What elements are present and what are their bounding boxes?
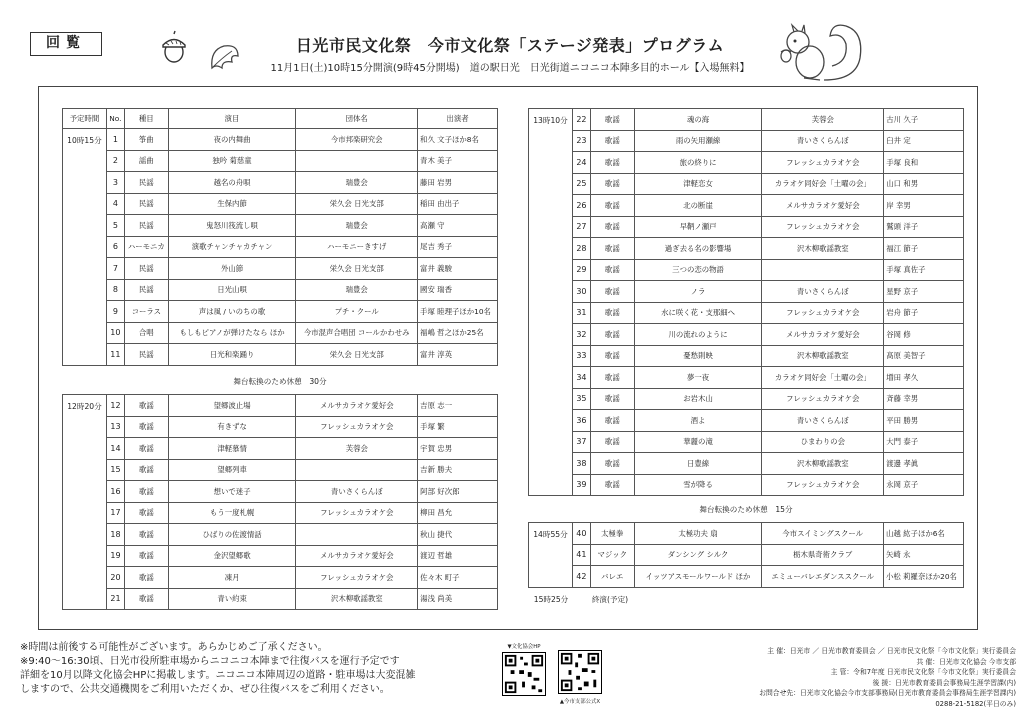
cell-no: 16 (106, 481, 124, 503)
cell-genre: 歌謡 (124, 545, 168, 567)
cell-genre: 歌謡 (124, 459, 168, 481)
cell-group: ハーモニーきすげ (296, 236, 418, 258)
cell-group: ひまわりの会 (762, 431, 884, 453)
cell-program: お岩木山 (634, 388, 762, 410)
table-row (63, 395, 498, 417)
cell-no: 11 (106, 344, 124, 366)
cell-no: 10 (106, 322, 124, 344)
cell-genre: 歌謡 (590, 195, 634, 217)
cell-program: 憂愁則映 (634, 345, 762, 367)
cell-performer: 鷲頭 洋子 (884, 216, 964, 238)
cell-genre: 謡曲 (124, 150, 168, 172)
cell-genre: 歌謡 (124, 395, 168, 417)
cell-program: 金沢望郷歌 (168, 545, 296, 567)
cell-group: フレッシュカラオケ会 (296, 416, 418, 438)
cell-no: 8 (106, 279, 124, 301)
cell-genre: 歌謡 (590, 238, 634, 260)
table-row (529, 324, 964, 346)
page-subtitle: 11月1日(土)10時15分開演(9時45分開場) 道の駅日光 日光街道ニコニコ本陣多目的ホール【入場無料】 (270, 63, 750, 74)
cell-program: 凍月 (168, 567, 296, 589)
cell-genre: 歌謡 (590, 431, 634, 453)
cell-group: フレッシュカラオケ会 (762, 388, 884, 410)
cell-performer: 福江 節子 (884, 238, 964, 260)
qr-culture-association (496, 642, 552, 699)
cell-program: 早鞆ノ瀬戸 (634, 216, 762, 238)
cell-genre: 歌謡 (590, 259, 634, 281)
table-row (529, 152, 964, 174)
cell-group: 瑞豊会 (296, 279, 418, 301)
cell-no: 25 (572, 173, 590, 195)
cell-no: 15 (106, 459, 124, 481)
cell-no: 6 (106, 236, 124, 258)
cell-no: 39 (572, 474, 590, 496)
cell-performer: 佐々木 町子 (418, 567, 498, 589)
table-row (529, 453, 964, 475)
cell-no: 13 (106, 416, 124, 438)
cell-performer: 大門 泰子 (884, 431, 964, 453)
cell-performer: 星野 京子 (884, 281, 964, 303)
cell-performer: 髙原 美智子 (884, 345, 964, 367)
cell-no: 29 (572, 259, 590, 281)
header-group: 団体名 (296, 109, 418, 129)
table-row (529, 544, 964, 566)
cell-program: 夜の内舞曲 (168, 129, 296, 151)
cell-no: 41 (572, 544, 590, 566)
cell-genre: 歌謡 (124, 588, 168, 610)
cell-program: 望郷波止場 (168, 395, 296, 417)
table-row (529, 367, 964, 389)
cell-performer: 富井 淳英 (418, 344, 498, 366)
cell-group: 栄久会 日光支部 (296, 344, 418, 366)
cell-time: 13時10分 (529, 109, 573, 496)
footnote-line: しますので、公共交通機関をご利用いただくか、ぜひ往復バスをご利用ください。 (20, 684, 390, 695)
cell-group: 今市スイミングスクール (762, 523, 884, 545)
cell-program: 鬼怒川筏流し唄 (168, 215, 296, 237)
cell-group: プチ・クール (296, 301, 418, 323)
cell-group: 青いさくらんぼ (762, 281, 884, 303)
cell-no: 17 (106, 502, 124, 524)
cell-genre: 民謡 (124, 344, 168, 366)
table-row (63, 524, 498, 546)
qr2-label: ▲今市支部公式X (559, 699, 601, 705)
cell-performer: 谷岡 修 (884, 324, 964, 346)
cell-no: 30 (572, 281, 590, 303)
cell-performer: 國安 瑞香 (418, 279, 498, 301)
cell-no: 35 (572, 388, 590, 410)
cell-performer: 宇賀 忠男 (418, 438, 498, 460)
cell-genre: 民謡 (124, 258, 168, 280)
cell-genre: 歌謡 (590, 324, 634, 346)
table-row (529, 195, 964, 217)
cell-genre: マジック (590, 544, 634, 566)
cell-program: 独吟 菊慈童 (168, 150, 296, 172)
credit-line: 共 催：日光市文化協会 今市支部 (916, 657, 1016, 666)
cell-group: メルサカラオケ愛好会 (762, 324, 884, 346)
table-row (529, 130, 964, 152)
cell-group: 沢木柳歌謡教室 (762, 345, 884, 367)
cell-genre: 民謡 (124, 279, 168, 301)
cell-performer: 稲田 由出子 (418, 193, 498, 215)
cell-group: 今市混声合唱団 コールかわせみ (296, 322, 418, 344)
table-row (63, 344, 498, 366)
header-no: No. (106, 109, 124, 129)
cell-performer: 青木 美子 (418, 150, 498, 172)
footnote-line: 詳細を10月以降文化協会HPに掲載します。ニコニコ本陣周辺の道路・駐車場は大変混雑 (20, 670, 416, 681)
cell-program: 生保内節 (168, 193, 296, 215)
cell-program: 酒よ (634, 410, 762, 432)
cell-program: 三つの恋の物語 (634, 259, 762, 281)
table-row (63, 236, 498, 258)
cell-performer: 高瀬 守 (418, 215, 498, 237)
table-row (63, 322, 498, 344)
table-row (63, 438, 498, 460)
cell-no: 42 (572, 566, 590, 588)
credit-line: 主 管：令和7年度 日光市民文化祭「今市文化祭」実行委員会 (830, 668, 1016, 676)
cell-genre: 歌謡 (590, 109, 634, 131)
cell-no: 5 (106, 215, 124, 237)
cell-group: 青いさくらんぼ (762, 130, 884, 152)
cell-program: 青い約束 (168, 588, 296, 610)
cell-group: 沢木柳歌謡教室 (296, 588, 418, 610)
credits (620, 646, 1016, 709)
table-row (63, 215, 498, 237)
cell-performer: 小松 莉羅奈ほか20名 (884, 566, 964, 588)
cell-no: 22 (572, 109, 590, 131)
cell-group: 沢木柳歌謡教室 (762, 238, 884, 260)
cell-genre: 歌謡 (124, 524, 168, 546)
cell-group: メルサカラオケ愛好会 (762, 195, 884, 217)
cell-performer: 吉新 勝夫 (418, 459, 498, 481)
credit-line: 0288-21-5182(平日のみ) (935, 699, 1016, 708)
cell-performer: 吉原 志一 (418, 395, 498, 417)
cell-performer: 手塚 真佐子 (884, 259, 964, 281)
cell-time: 10時15分 (63, 129, 107, 366)
cell-performer: 増田 孝久 (884, 367, 964, 389)
cell-genre: 歌謡 (124, 481, 168, 503)
cell-group: メルサカラオケ愛好会 (296, 545, 418, 567)
table-header-row (63, 109, 498, 129)
cell-genre: 歌謡 (590, 453, 634, 475)
cell-group: フレッシュカラオケ会 (296, 502, 418, 524)
cell-group: フレッシュカラオケ会 (762, 474, 884, 496)
program-table-right-b (528, 522, 964, 588)
table-row (529, 474, 964, 496)
table-row (63, 459, 498, 481)
table-row (63, 279, 498, 301)
cell-program: 日光山唄 (168, 279, 296, 301)
cell-group: 瑞豊会 (296, 215, 418, 237)
table-row (529, 523, 964, 545)
cell-genre: 太極拳 (590, 523, 634, 545)
cell-program: イッツアスモールワールド ほか (634, 566, 762, 588)
cell-performer: 福嶋 哲之ほか25名 (418, 322, 498, 344)
cell-performer: 岸 幸男 (884, 195, 964, 217)
table-row (63, 172, 498, 194)
cell-program: 外山節 (168, 258, 296, 280)
cell-group (296, 524, 418, 546)
cell-genre: 歌謡 (590, 410, 634, 432)
cell-no: 9 (106, 301, 124, 323)
cell-performer: 手塚 睦理子ほか10名 (418, 301, 498, 323)
cell-genre: 歌謡 (124, 567, 168, 589)
header-performer: 出演者 (418, 109, 498, 129)
qr1-label: ▼文化協会HP (507, 644, 541, 650)
cell-group: 栄久会 日光支部 (296, 258, 418, 280)
header-time: 予定時間 (63, 109, 107, 129)
table-row (529, 109, 964, 131)
cell-performer: 渡邊 孝眞 (884, 453, 964, 475)
cell-time: 12時20分 (63, 395, 107, 610)
footnote-line: ※時間は前後する可能性がございます。あらかじめご了承ください。 (20, 642, 328, 653)
cell-group: エミューバレエダンススクール (762, 566, 884, 588)
table-row (529, 216, 964, 238)
program-table-left-a (62, 108, 498, 366)
cell-no: 31 (572, 302, 590, 324)
cell-no: 38 (572, 453, 590, 475)
cell-performer: 尾吉 秀子 (418, 236, 498, 258)
cell-group: 今市邦楽研究会 (296, 129, 418, 151)
cell-group: フレッシュカラオケ会 (762, 302, 884, 324)
cell-program: 雨の矢用瀬線 (634, 130, 762, 152)
cell-genre: 歌謡 (124, 416, 168, 438)
credit-line: お問合せ先：日光市文化協会今市支部事務局(日光市教育委員会事務局生涯学習課内) (759, 689, 1016, 697)
table-row (63, 502, 498, 524)
cell-program: 想いで迷子 (168, 481, 296, 503)
cell-no: 34 (572, 367, 590, 389)
cell-program: 過ぎ去る名の影響場 (634, 238, 762, 260)
cell-group (296, 150, 418, 172)
cell-program: もしもピアノが弾けたなら ほか (168, 322, 296, 344)
cell-genre: 歌謡 (590, 388, 634, 410)
cell-performer: 斉藤 幸男 (884, 388, 964, 410)
cell-group: 芙蓉会 (762, 109, 884, 131)
cell-program: 望郷列車 (168, 459, 296, 481)
cell-performer: 手塚 繁 (418, 416, 498, 438)
cell-genre: 歌謡 (590, 345, 634, 367)
cell-genre: 歌謡 (124, 502, 168, 524)
cell-program: 夢一夜 (634, 367, 762, 389)
cell-program: 北の断崖 (634, 195, 762, 217)
cell-performer: 山口 和男 (884, 173, 964, 195)
table-row (63, 481, 498, 503)
cell-no: 36 (572, 410, 590, 432)
table-row (529, 345, 964, 367)
cell-program: もう一度札幌 (168, 502, 296, 524)
cell-group: 沢木柳歌謡教室 (762, 453, 884, 475)
cell-genre: ハーモニカ (124, 236, 168, 258)
cell-no: 1 (106, 129, 124, 151)
cell-group: 瑞豊会 (296, 172, 418, 194)
cell-time: 14時55分 (529, 523, 573, 588)
cell-group: 芙蓉会 (296, 438, 418, 460)
table-row (529, 281, 964, 303)
cell-program: 雪が降る (634, 474, 762, 496)
cell-group: フレッシュカラオケ会 (762, 152, 884, 174)
end-label: 終演(予定) (591, 595, 629, 604)
table-row (63, 129, 498, 151)
cell-genre: 民謡 (124, 172, 168, 194)
cell-performer: 藤田 岩男 (418, 172, 498, 194)
cell-no: 3 (106, 172, 124, 194)
cell-program: 旅の終りに (634, 152, 762, 174)
cell-no: 37 (572, 431, 590, 453)
footnotes (20, 641, 490, 697)
cell-genre: 合唱 (124, 322, 168, 344)
credit-line: 後 援：日光市教育委員会事務局生涯学習課(内) (872, 678, 1016, 687)
break-note-2: 舞台転換のため休憩 15分 (699, 505, 793, 514)
cell-performer: 平田 勝男 (884, 410, 964, 432)
qr-code-icon[interactable] (502, 652, 546, 696)
cell-no: 33 (572, 345, 590, 367)
cell-no: 2 (106, 150, 124, 172)
cell-performer: 山越 紘子ほか6名 (884, 523, 964, 545)
cell-no: 20 (106, 567, 124, 589)
cell-group: メルサカラオケ愛好会 (296, 395, 418, 417)
cell-no: 18 (106, 524, 124, 546)
cell-program: 声は風 / いのちの歌 (168, 301, 296, 323)
header-genre: 種目 (124, 109, 168, 129)
cell-group: 栃木県奇術クラブ (762, 544, 884, 566)
cell-group: カラオケ同好会「土曜の会」 (762, 367, 884, 389)
cell-performer: 富井 義駿 (418, 258, 498, 280)
cell-genre: 歌謡 (590, 216, 634, 238)
cell-no: 24 (572, 152, 590, 174)
table-row (63, 545, 498, 567)
cell-genre: 歌謡 (590, 173, 634, 195)
cell-group (296, 459, 418, 481)
cell-program: 日豊線 (634, 453, 762, 475)
cell-program: ノラ (634, 281, 762, 303)
table-row (63, 301, 498, 323)
cell-program: 演歌チャンチャカチャン (168, 236, 296, 258)
cell-performer: 阿部 好次郎 (418, 481, 498, 503)
cell-group: 青いさくらんぼ (762, 410, 884, 432)
cell-no: 12 (106, 395, 124, 417)
cell-no: 14 (106, 438, 124, 460)
table-row (529, 410, 964, 432)
cell-genre: 歌謡 (590, 367, 634, 389)
cell-performer: 矢崎 永 (884, 544, 964, 566)
cell-performer: 柳田 昌允 (418, 502, 498, 524)
program-table-left-b (62, 394, 498, 610)
cell-group (762, 259, 884, 281)
table-row (529, 566, 964, 588)
cell-no: 19 (106, 545, 124, 567)
cell-performer: 岩舟 節子 (884, 302, 964, 324)
header-program: 演目 (168, 109, 296, 129)
cell-no: 23 (572, 130, 590, 152)
cell-no: 40 (572, 523, 590, 545)
table-row (529, 259, 964, 281)
cell-program: 津軽恋女 (634, 173, 762, 195)
program-table-right-a (528, 108, 964, 496)
cell-genre: 歌謡 (590, 152, 634, 174)
table-row (63, 567, 498, 589)
cell-no: 7 (106, 258, 124, 280)
qr-code-icon[interactable] (558, 650, 602, 694)
cell-program: 華麗の滝 (634, 431, 762, 453)
cell-group: 青いさくらんぼ (296, 481, 418, 503)
table-row (529, 302, 964, 324)
cell-group: フレッシュカラオケ会 (762, 216, 884, 238)
qr-imaichi-x (552, 642, 608, 705)
cell-no: 21 (106, 588, 124, 610)
table-row (529, 173, 964, 195)
cell-genre: バレエ (590, 566, 634, 588)
cell-genre: 歌謡 (124, 438, 168, 460)
table-row (63, 258, 498, 280)
cell-no: 32 (572, 324, 590, 346)
footnote-line: ※9:40～16:30頃、日光市役所駐車場からニコニコ本陣まで往復バスを運行予定です (20, 656, 400, 667)
cell-genre: 歌謡 (590, 474, 634, 496)
cell-performer: 渡辺 哲雄 (418, 545, 498, 567)
cell-program: 太極功夫 扇 (634, 523, 762, 545)
cell-program: 水に咲く花・支那細へ (634, 302, 762, 324)
cell-program: 日光和楽踊り (168, 344, 296, 366)
cell-program: 津軽慕情 (168, 438, 296, 460)
break-note-1: 舞台転換のため休憩 30分 (233, 377, 327, 386)
table-row (529, 431, 964, 453)
cell-performer: 和久 文子ほか8名 (418, 129, 498, 151)
cell-genre: 民謡 (124, 193, 168, 215)
cell-program: ひばりの佐渡情話 (168, 524, 296, 546)
cell-group: フレッシュカラオケ会 (296, 567, 418, 589)
cell-program: 有きずな (168, 416, 296, 438)
cell-group: カラオケ同好会「土曜の会」 (762, 173, 884, 195)
table-row (529, 388, 964, 410)
cell-genre: 民謡 (124, 215, 168, 237)
table-row (529, 238, 964, 260)
cell-no: 28 (572, 238, 590, 260)
cell-performer: 秋山 捷代 (418, 524, 498, 546)
cell-no: 4 (106, 193, 124, 215)
acorn-icon (160, 30, 188, 64)
table-row (63, 193, 498, 215)
cell-genre: 筝曲 (124, 129, 168, 151)
cell-group: 栄久会 日光支部 (296, 193, 418, 215)
cell-genre: コーラス (124, 301, 168, 323)
cell-performer: 永岡 京子 (884, 474, 964, 496)
table-row (63, 416, 498, 438)
cell-program: ダンシング シルク (634, 544, 762, 566)
page-title: 日光市民文化祭 今市文化祭「ステージ発表」プログラム (295, 36, 725, 55)
cell-program: 川の流れのように (634, 324, 762, 346)
cell-program: 魂の海 (634, 109, 762, 131)
table-row (63, 150, 498, 172)
credit-line: 主 催：日光市 ／ 日光市教育委員会 ／ 日光市民文化祭「今市文化祭」実行委員会 (767, 647, 1016, 655)
cell-no: 26 (572, 195, 590, 217)
kairan-badge: 回覧 (30, 32, 102, 56)
end-time: 15時25分 (533, 595, 569, 604)
cell-genre: 歌謡 (590, 302, 634, 324)
cell-performer: 臼井 定 (884, 130, 964, 152)
cell-no: 27 (572, 216, 590, 238)
table-row (63, 588, 498, 610)
cell-genre: 歌謡 (590, 130, 634, 152)
cell-performer: 手塚 良和 (884, 152, 964, 174)
cell-performer: 古川 久子 (884, 109, 964, 131)
cell-genre: 歌謡 (590, 281, 634, 303)
cell-performer: 湯浅 尚美 (418, 588, 498, 610)
cell-program: 越名の舟唄 (168, 172, 296, 194)
